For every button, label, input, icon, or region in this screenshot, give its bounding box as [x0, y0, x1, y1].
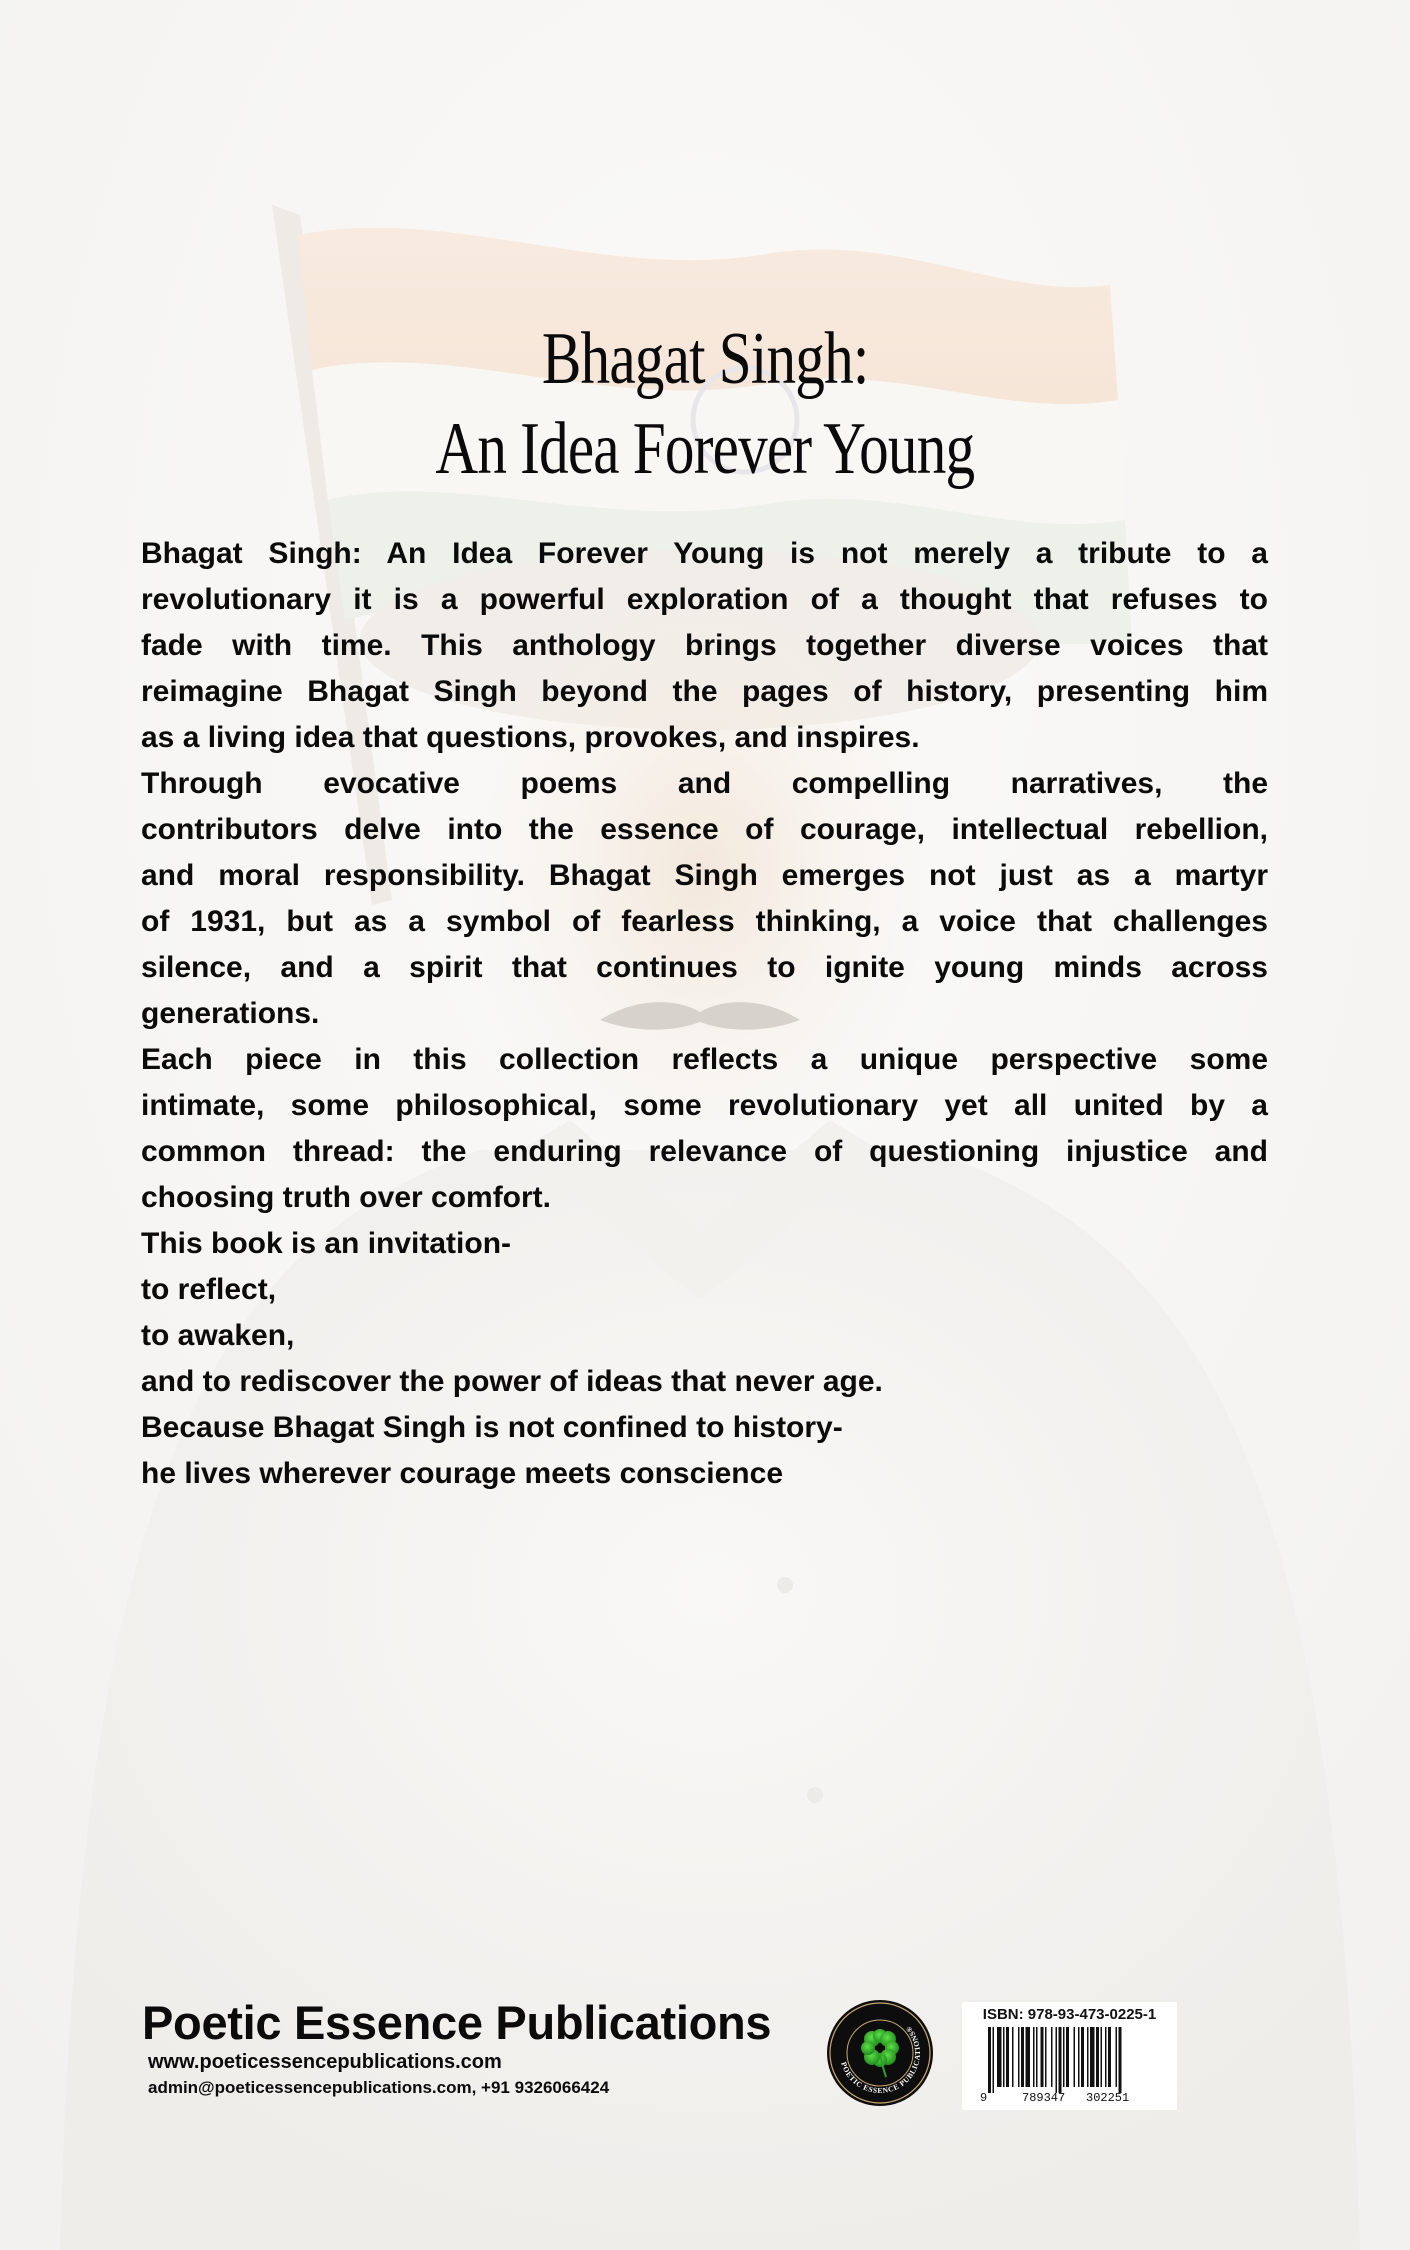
logo-text: POETIC ESSENCE PUBLICATIONS®	[839, 2024, 923, 2096]
blurb-line: to reflect,	[141, 1273, 277, 1306]
barcode-bar	[988, 2027, 991, 2093]
barcode-bar	[997, 2027, 1002, 2087]
blurb-line: and to rediscover the power of ideas that never age.	[141, 1365, 883, 1398]
publisher-website[interactable]: www.poeticessencepublications.com	[148, 2051, 502, 2073]
barcode-bar	[1066, 2027, 1069, 2087]
barcode-bar	[1116, 2027, 1118, 2087]
blurb-line: intimate, some philosophical, some revolutionary yet all united by a	[141, 1089, 1268, 1122]
barcode-bar	[1063, 2027, 1065, 2087]
blurb-line: to awaken,	[141, 1319, 295, 1352]
isbn-digits-left: 789347	[1022, 2091, 1066, 2105]
barcode-bar	[1108, 2027, 1111, 2087]
cover-title-line2: An Idea Forever Young	[435, 408, 975, 490]
blurb-line: contributors delve into the essence of courage, intellectual rebellion,	[141, 813, 1268, 846]
barcode-bars	[962, 2002, 1177, 2110]
barcode-bar	[1090, 2027, 1095, 2087]
barcode-bar	[1006, 2027, 1009, 2087]
blurb-line: common thread: the enduring relevance of questioning injustice and	[141, 1135, 1268, 1168]
publisher-logo	[826, 1999, 934, 2107]
barcode-bar	[1074, 2027, 1076, 2087]
blurb-line: of 1931, but as a symbol of fearless thinking, a voice that challenges	[141, 905, 1268, 938]
isbn-label: ISBN: 978-93-473-0225-1	[982, 2006, 1157, 2023]
barcode-bar	[1003, 2027, 1005, 2087]
barcode-bar	[1056, 2027, 1058, 2093]
barcode-bar	[1026, 2027, 1031, 2087]
blurb-line: Through evocative poems and compelling narratives, the	[141, 767, 1268, 800]
blurb-text	[141, 537, 1268, 1503]
blurb-line: generations.	[141, 997, 320, 1030]
blurb-line: reimagine Bhagat Singh beyond the pages of history, presenting him	[141, 675, 1268, 708]
blurb-line: Because Bhagat Singh is not confined to history-	[141, 1411, 843, 1444]
isbn-digit-first: 9	[980, 2091, 988, 2105]
publisher-name: Poetic Essence Publications	[142, 1996, 772, 2049]
barcode-bar	[1105, 2027, 1107, 2087]
logo-seal	[826, 1999, 934, 2107]
publisher-block	[142, 1998, 771, 2099]
barcode-bar	[1012, 2027, 1014, 2087]
publisher-contact[interactable]: admin@poeticessencepublications.com, +91 9326066424	[148, 2078, 610, 2097]
blurb-line: and moral responsibility. Bhagat Singh emerges not just as a martyr	[141, 859, 1268, 892]
blurb-line: as a living idea that questions, provokes, and inspires.	[141, 721, 920, 754]
barcode-bar	[1033, 2027, 1035, 2087]
barcode-bar	[1081, 2027, 1084, 2087]
barcode-bar	[1045, 2027, 1047, 2087]
barcode-bar	[1101, 2027, 1103, 2087]
blurb-line: fade with time. This anthology brings together diverse voices that	[141, 629, 1268, 662]
barcode-bar	[1096, 2027, 1099, 2087]
shirt-button	[777, 1577, 793, 1593]
barcode-bar	[1078, 2027, 1080, 2087]
barcode-bar	[1036, 2027, 1038, 2087]
blurb-line: This book is an invitation-	[141, 1227, 512, 1260]
blurb-line: revolutionary it is a powerful exploration of a thought that refuses to	[141, 583, 1268, 616]
shirt-button	[807, 1787, 823, 1803]
blurb-line: he lives wherever courage meets conscience	[141, 1457, 783, 1490]
barcode-bar	[1018, 2027, 1020, 2087]
barcode-bar	[1059, 2027, 1062, 2093]
blurb-line: Bhagat Singh: An Idea Forever Young is not merely a tribute to a	[141, 537, 1268, 570]
isbn-barcode	[962, 2002, 1177, 2110]
barcode-bar	[1041, 2027, 1044, 2087]
barcode-bar	[1087, 2027, 1089, 2087]
blurb-line: silence, and a spirit that continues to ignite young minds across	[141, 951, 1268, 984]
barcode-bar	[1119, 2027, 1122, 2093]
blurb-line: Each piece in this collection reflects a unique perspective some	[141, 1043, 1268, 1076]
blurb-line: choosing truth over comfort.	[141, 1181, 552, 1214]
cover-title-line1: Bhagat Singh:	[541, 318, 869, 400]
barcode-bar	[1021, 2027, 1024, 2087]
barcode-bar	[1051, 2027, 1053, 2087]
isbn-digits-right: 302251	[1086, 2091, 1130, 2105]
barcode-bar	[993, 2027, 995, 2093]
